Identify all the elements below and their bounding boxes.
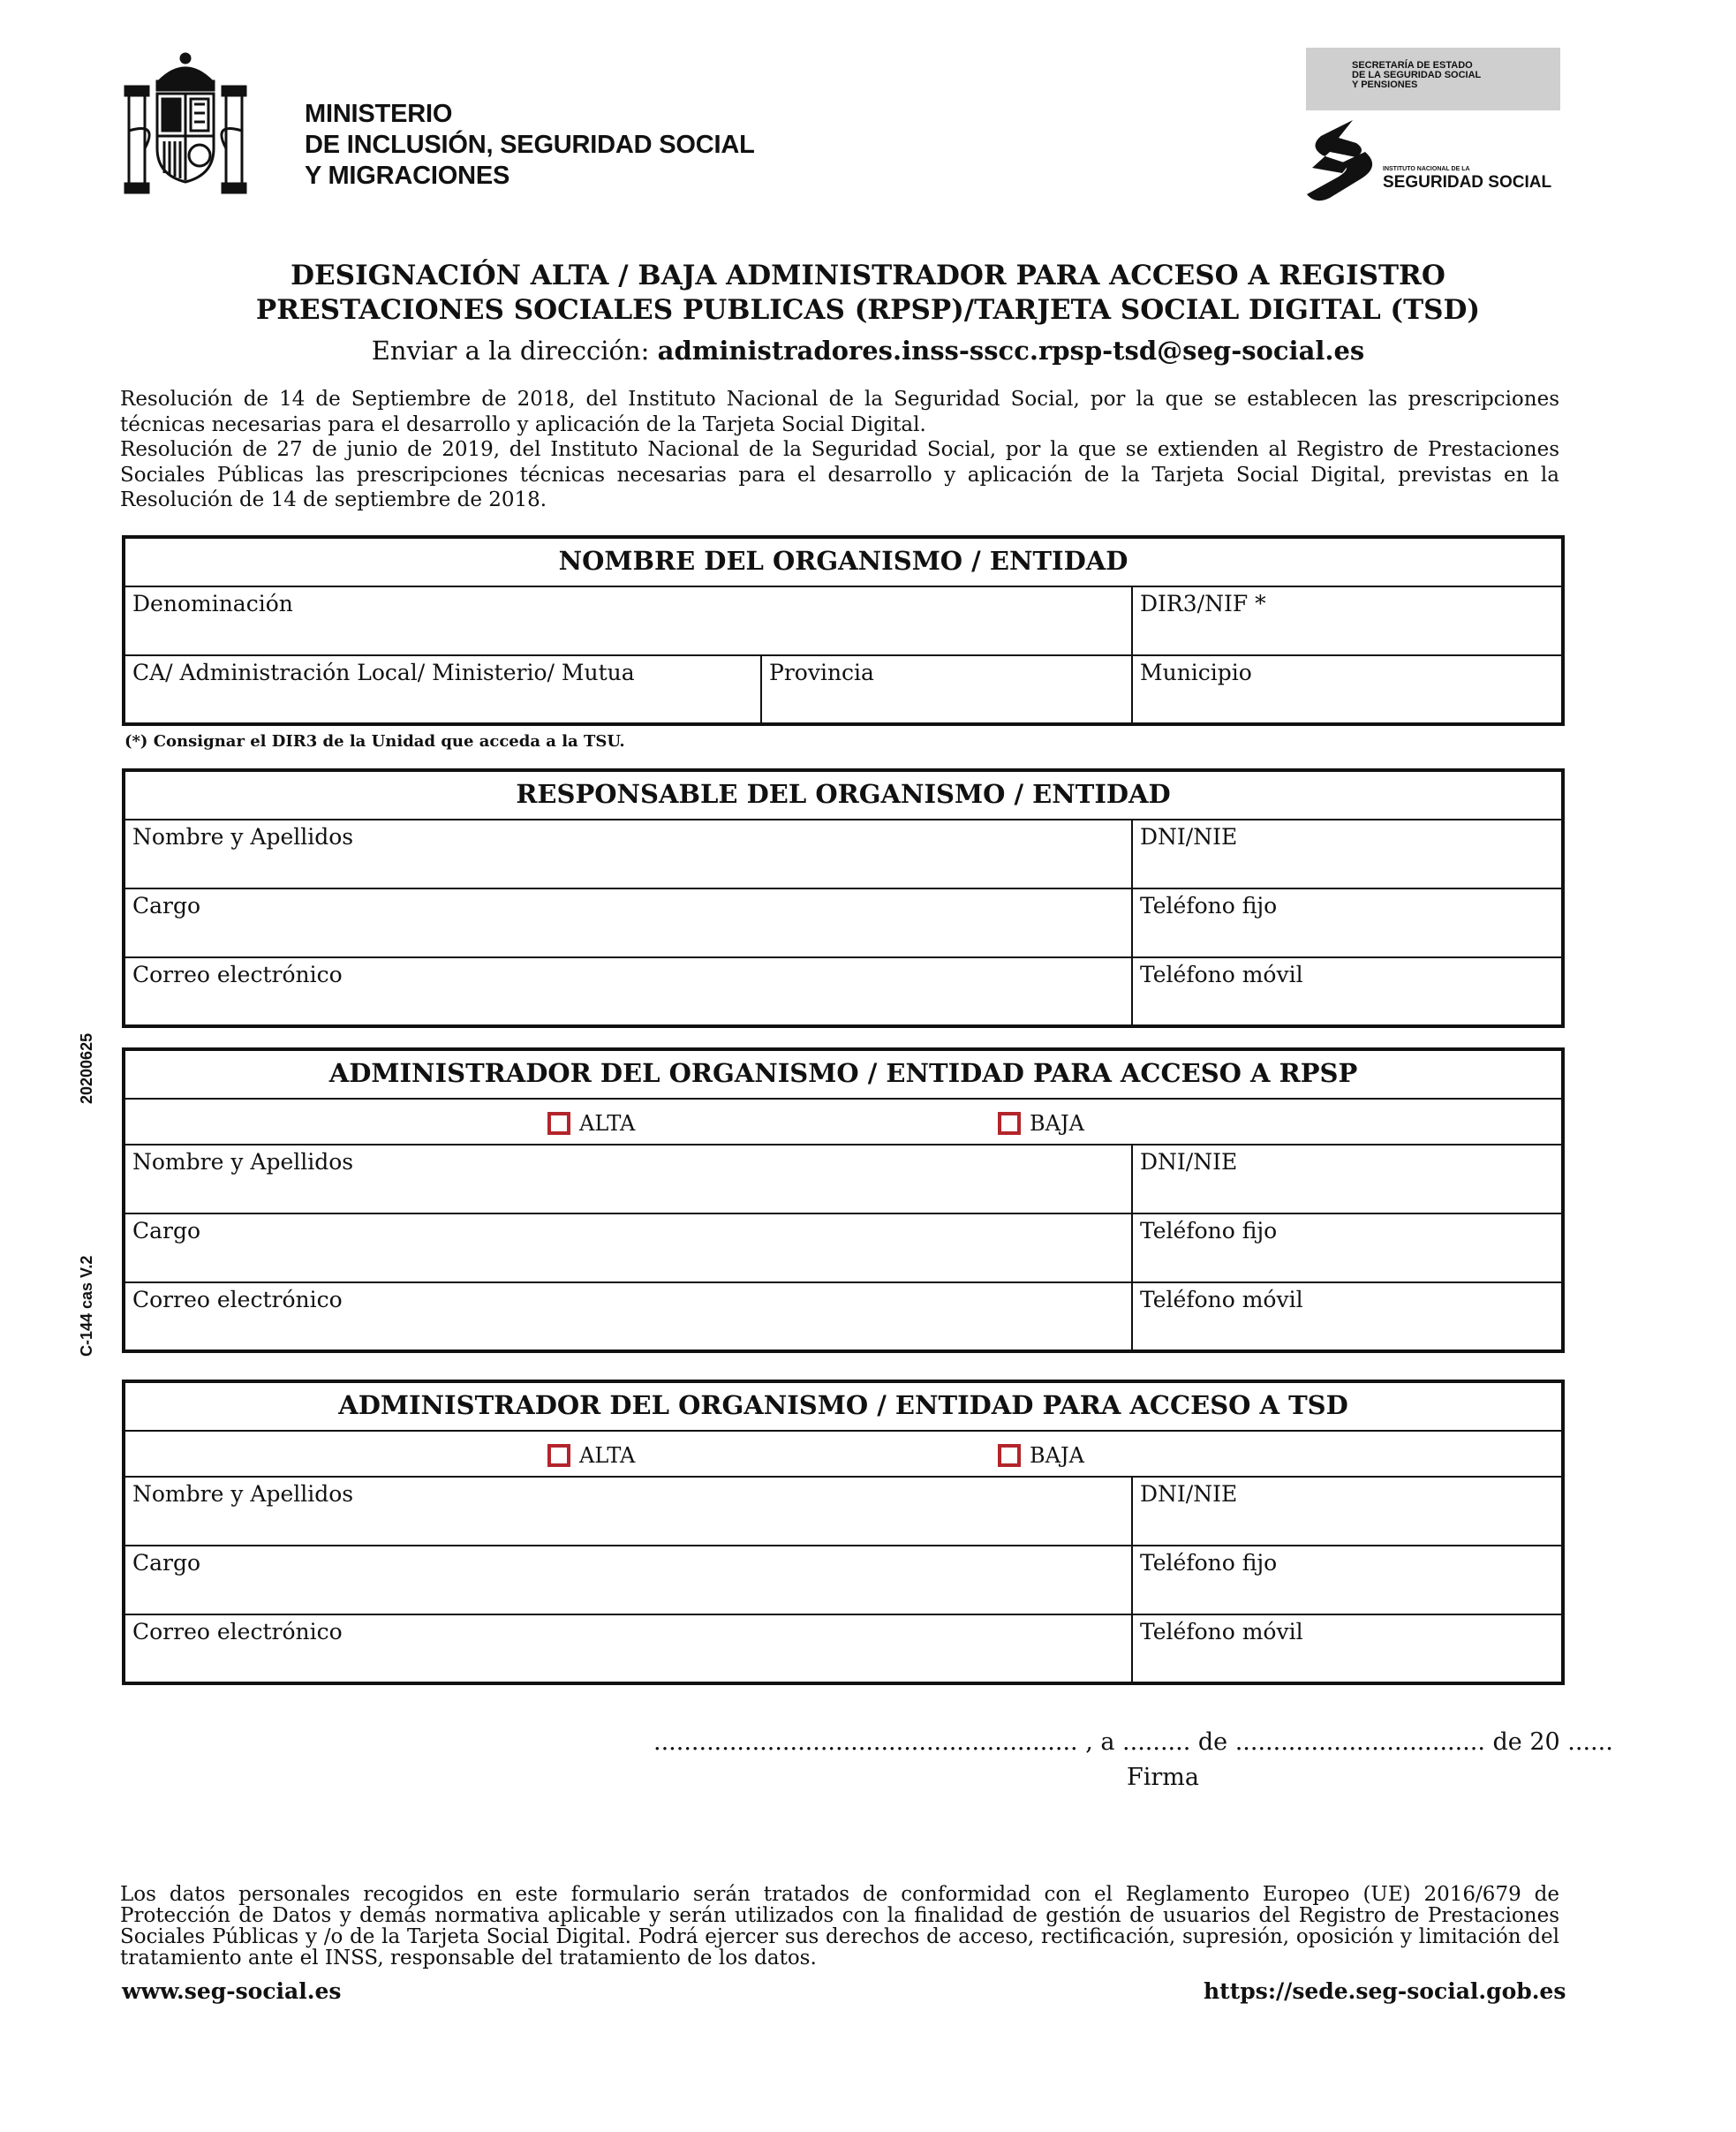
responsable-tel-movil-field[interactable]	[1132, 957, 1563, 1026]
rpsp-tel-movil-label: Teléfono móvil	[1140, 1287, 1303, 1312]
municipio-field[interactable]	[1132, 655, 1563, 724]
rpsp-baja-box-icon[interactable]	[998, 1112, 1021, 1135]
responsable-table	[122, 768, 1565, 1028]
responsable-nombre-field[interactable]	[124, 820, 1132, 888]
rpsp-alta-label: ALTA	[579, 1111, 636, 1136]
tsd-tel-movil-label: Teléfono móvil	[1140, 1619, 1303, 1644]
entity-heading: NOMBRE DEL ORGANISMO / ENTIDAD	[124, 537, 1563, 586]
tsd-heading: ADMINISTRADOR DEL ORGANISMO / ENTIDAD PARA ACCESO A TSD	[124, 1381, 1563, 1431]
rpsp-cargo-field[interactable]	[124, 1213, 1132, 1282]
inss-name: SEGURIDAD SOCIAL	[1383, 173, 1552, 192]
secretaria-line-3: Y PENSIONES	[1352, 79, 1418, 90]
place-date-line[interactable]: ........................................................ , a ......... de ................................. de 20 ......	[653, 1728, 1613, 1756]
rpsp-correo-label: Correo electrónico	[132, 1287, 343, 1312]
tsd-alta-checkbox[interactable]	[547, 1443, 635, 1468]
dir3-label: DIR3/NIF *	[1140, 591, 1266, 616]
rpsp-tel-fijo-field[interactable]	[1132, 1213, 1563, 1282]
side-date-code: 20200625	[78, 1032, 95, 1104]
tsd-baja-box-icon[interactable]	[998, 1444, 1021, 1467]
seguridad-social-logo-icon	[1303, 117, 1383, 207]
denominacion-label: Denominación	[132, 591, 293, 616]
rpsp-dni-field[interactable]	[1132, 1145, 1563, 1213]
rpsp-nombre-field[interactable]	[124, 1145, 1132, 1213]
resolution-2: Resolución de 27 de junio de 2019, del Instituto Nacional de la Seguridad Social, por la que se extienden al Registro de Prestaciones Sociales Públicas las prescripciones técnicas necesarias para el desarrollo y aplicación de la Tarjeta Social Digital, previstas en la Resolución de 14 de septiembre de 2018.	[120, 438, 1559, 511]
responsable-tel-fijo-field[interactable]	[1132, 888, 1563, 957]
responsable-tel-fijo-label: Teléfono fijo	[1140, 893, 1278, 919]
denominacion-field[interactable]	[124, 586, 1132, 655]
coat-of-arms-logo	[124, 51, 247, 200]
dir3-footnote: (*) Consignar el DIR3 de la Unidad que acceda a la TSU.	[125, 732, 625, 751]
rpsp-admin-table	[122, 1047, 1565, 1353]
secretaria-box	[1306, 48, 1560, 110]
responsable-heading: RESPONSABLE DEL ORGANISMO / ENTIDAD	[124, 770, 1563, 820]
tsd-dni-label: DNI/NIE	[1140, 1481, 1238, 1507]
tsd-alta-baja-row	[124, 1431, 1563, 1477]
resolutions-text	[120, 387, 1559, 513]
form-title-line-2: PRESTACIONES SOCIALES PUBLICAS (RPSP)/TARJETA SOCIAL DIGITAL (TSD)	[255, 294, 1481, 326]
responsable-dni-field[interactable]	[1132, 820, 1563, 888]
responsable-cargo-field[interactable]	[124, 888, 1132, 957]
responsable-cargo-label: Cargo	[132, 893, 201, 919]
rpsp-baja-label: BAJA	[1030, 1111, 1084, 1136]
rpsp-heading: ADMINISTRADOR DEL ORGANISMO / ENTIDAD PARA ACCESO A RPSP	[124, 1049, 1563, 1099]
ministry-name	[305, 99, 755, 192]
responsable-tel-movil-label: Teléfono móvil	[1140, 962, 1303, 987]
ca-field[interactable]	[124, 655, 761, 724]
rpsp-tel-fijo-label: Teléfono fijo	[1140, 1218, 1278, 1244]
rpsp-correo-field[interactable]	[124, 1282, 1132, 1351]
tsd-nombre-field[interactable]	[124, 1477, 1132, 1546]
rpsp-nombre-label: Nombre y Apellidos	[132, 1149, 354, 1175]
municipio-label: Municipio	[1140, 660, 1252, 685]
signature-label: Firma	[1127, 1764, 1199, 1791]
rpsp-dni-label: DNI/NIE	[1140, 1149, 1238, 1175]
rpsp-tel-movil-field[interactable]	[1132, 1282, 1563, 1351]
provincia-label: Provincia	[769, 660, 874, 685]
tsd-admin-table	[122, 1380, 1565, 1685]
send-address	[0, 336, 1736, 366]
provincia-field[interactable]	[761, 655, 1132, 724]
side-form-code: C-144 cas V.2	[78, 1255, 95, 1357]
website-link[interactable]: www.seg-social.es	[122, 1978, 342, 2004]
tsd-tel-fijo-label: Teléfono fijo	[1140, 1550, 1278, 1576]
tsd-baja-label: BAJA	[1030, 1443, 1084, 1468]
secretaria-line-1: SECRETARÍA DE ESTADO	[1352, 60, 1473, 71]
rpsp-cargo-label: Cargo	[132, 1218, 201, 1244]
responsable-nombre-label: Nombre y Apellidos	[132, 824, 354, 850]
dir3-field[interactable]	[1132, 586, 1563, 655]
send-address-label: Enviar a la dirección:	[371, 336, 650, 366]
tsd-cargo-field[interactable]	[124, 1546, 1132, 1614]
sede-link[interactable]: https://sede.seg-social.gob.es	[1204, 1978, 1566, 2004]
form-title-line-1: DESIGNACIÓN ALTA / BAJA ADMINISTRADOR PARA ACCESO A REGISTRO	[291, 260, 1445, 291]
inss-caption: INSTITUTO NACIONAL DE LA	[1383, 166, 1470, 172]
responsable-correo-label: Correo electrónico	[132, 962, 343, 987]
tsd-alta-label: ALTA	[579, 1443, 636, 1468]
ministry-line-1: MINISTERIO	[305, 100, 453, 128]
data-protection-text: Los datos personales recogidos en este formulario serán tratados de conformidad con el Reglamento Europeo (UE) 2016/679 de Protección de Datos y demás normativa aplicable y serán utilizados con la finalidad de gestión de usuarios del Registro de Prestaciones Sociales Públicas y /o de la Tarjeta Social Digital. Podrá ejercer sus derechos de acceso, rectificación, supresión, oposición y limitación del tratamiento ante el INSS, responsable del tratamiento de los datos.	[120, 1883, 1559, 1969]
rpsp-alta-baja-row	[124, 1099, 1563, 1145]
resolution-1: Resolución de 14 de Septiembre de 2018, del Instituto Nacional de la Seguridad Social, por la que se establecen las prescripciones técnicas necesarias para el desarrollo y aplicación de la Tarjeta Social Digital.	[120, 388, 1559, 436]
responsable-correo-field[interactable]	[124, 957, 1132, 1026]
tsd-alta-box-icon[interactable]	[547, 1444, 570, 1467]
secretaria-line-2: DE LA SEGURIDAD SOCIAL	[1352, 70, 1482, 80]
entity-table	[122, 535, 1565, 726]
ministry-line-2: DE INCLUSIÓN, SEGURIDAD SOCIAL	[305, 131, 755, 159]
tsd-dni-field[interactable]	[1132, 1477, 1563, 1546]
tsd-correo-field[interactable]	[124, 1614, 1132, 1683]
rpsp-alta-box-icon[interactable]	[547, 1112, 570, 1135]
send-address-email[interactable]: administradores.inss-sscc.rpsp-tsd@seg-social.es	[657, 336, 1365, 366]
rpsp-baja-checkbox[interactable]	[998, 1111, 1084, 1136]
tsd-correo-label: Correo electrónico	[132, 1619, 343, 1644]
tsd-cargo-label: Cargo	[132, 1550, 201, 1576]
ca-label: CA/ Administración Local/ Ministerio/ Mutua	[132, 660, 635, 685]
tsd-nombre-label: Nombre y Apellidos	[132, 1481, 354, 1507]
tsd-tel-movil-field[interactable]	[1132, 1614, 1563, 1683]
responsable-dni-label: DNI/NIE	[1140, 824, 1238, 850]
rpsp-alta-checkbox[interactable]	[547, 1111, 635, 1136]
tsd-baja-checkbox[interactable]	[998, 1443, 1084, 1468]
tsd-tel-fijo-field[interactable]	[1132, 1546, 1563, 1614]
ministry-line-3: Y MIGRACIONES	[305, 162, 510, 190]
